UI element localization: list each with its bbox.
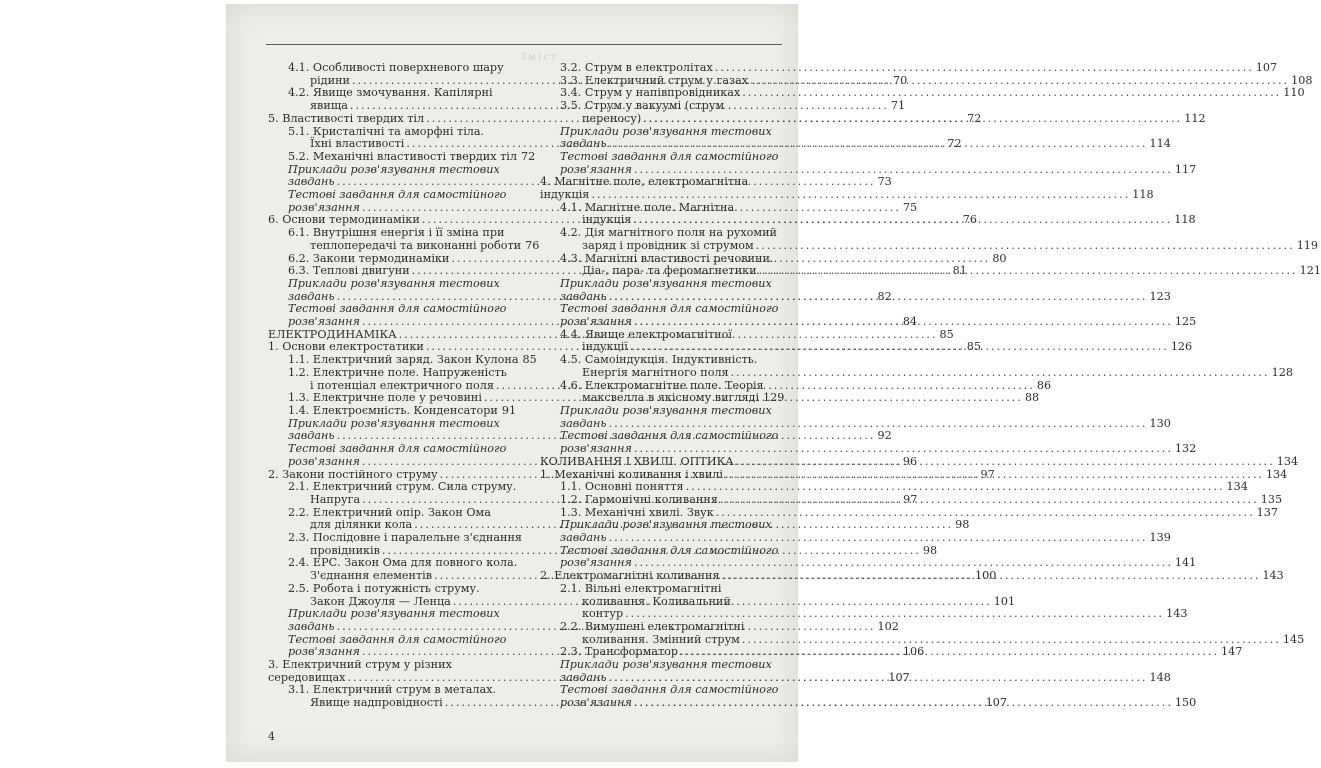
toc-page-number: 72 (967, 111, 982, 125)
toc-page-number: 101 (993, 594, 1016, 608)
toc-entry-text: максвелла в якісному вигляді (582, 391, 760, 405)
toc-entry-text: розв'язання (560, 315, 632, 329)
toc-entry (538, 403, 1171, 430)
toc-entry-text: Приклади розв'язування тестових (288, 607, 500, 621)
toc-entry-text: коливання. Коливальний (582, 594, 731, 608)
toc-page-number: 134 (1265, 467, 1288, 481)
toc-page-number: 82 (877, 289, 892, 303)
toc-entry-text: завдань (560, 416, 607, 430)
toc-page-number: 118 (1174, 213, 1196, 227)
toc-entry (266, 302, 918, 329)
dot-leader (716, 507, 1255, 520)
toc-entry-text: Приклади розв'язування тестових (288, 162, 500, 176)
toc-page-number: 70 (892, 73, 908, 87)
toc-entry-text: і потенціал електричного поля (310, 378, 494, 392)
toc-page-number: 117 (1174, 162, 1197, 176)
toc-page-number: 134 (1276, 454, 1299, 468)
toc-entry-text: Тестові завдання для самостійного (288, 302, 507, 316)
toc-page-number: 76 (962, 213, 977, 227)
toc-entry-text: 6.3. Теплові двигуни (288, 264, 410, 278)
toc-entry-text: 3.1. Електричний струм в металах. (288, 683, 497, 697)
toc-entry-text: 4.2. Дія магнітного поля на рухомий (560, 226, 777, 240)
toc-entry-text: Тестові завдання для самостійного (560, 543, 779, 557)
toc-page-number: 96 (902, 454, 918, 468)
toc-entry (538, 480, 1248, 494)
toc-page-number: 118 (1132, 188, 1154, 202)
toc-entry-text: 3.5. Струм у вакуумі (струм (560, 99, 725, 113)
toc-entry-text: 2. Закони постійного струму (268, 467, 438, 481)
toc-page-number: 84 (902, 315, 918, 329)
toc-entry-text: завдань (288, 289, 335, 303)
toc-page-number: 86 (1036, 378, 1052, 392)
dot-leader (715, 62, 1254, 75)
toc-entry-text: розв'язання (288, 454, 360, 468)
toc-entry-text: КОЛИВАННЯ І ХВИЛІ. ОПТИКА (540, 454, 734, 468)
toc-entry-text: 1.2. Гармонічні коливання (560, 492, 718, 506)
toc-entry-text: 1. Основи електростатики (268, 340, 424, 354)
toc-page-number: 130 (1149, 416, 1171, 430)
toc-entry-text: 4.4. Явище електромагнітної (560, 327, 732, 341)
toc-entry-text: завдань (560, 531, 607, 545)
toc-page-number: 106 (902, 645, 925, 659)
toc-entry-text: 6.1. Внутрішня енергія і її зміна при (288, 226, 505, 240)
toc-entry-text: розв'язання (288, 200, 360, 214)
toc-page-number: 107 (1255, 61, 1278, 74)
toc-entry-text: переносу) (582, 111, 642, 125)
toc-entry (538, 61, 1278, 75)
toc-entry-text: Тестові завдання для самостійного (288, 442, 507, 456)
toc-entry (266, 276, 892, 303)
toc-page-number: 110 (1283, 86, 1305, 100)
toc-page-number: 112 (1184, 111, 1206, 125)
toc-entry-text: 2.2. Електричний опір. Закон Ома (288, 505, 491, 519)
toc-page-number: 135 (1260, 492, 1283, 506)
toc-page-number: 141 (1174, 556, 1197, 570)
toc-entry-text: теплопередачі та виконанні роботи (310, 238, 522, 252)
toc-entry-text: завдань (288, 429, 335, 443)
toc-page-number: 147 (1221, 645, 1243, 659)
dot-leader (759, 265, 1298, 278)
toc-entry (538, 380, 784, 405)
toc-entry-text: 6. Основи термодинаміки (268, 213, 420, 227)
dot-leader (736, 456, 1275, 469)
toc-page-number: 76 (525, 238, 540, 252)
toc-entry-text: контур (582, 607, 624, 621)
page-number: 4 (268, 730, 275, 743)
toc-page-number: 143 (1166, 607, 1188, 621)
toc-entry-text: Їхні властивості (310, 137, 405, 151)
toc-entry-text: 4. Магнітне поле, електромагнітна (540, 175, 749, 189)
toc-entry (266, 353, 537, 367)
toc-entry-text: 4.1. Магнітне поле. Магнітна (560, 200, 735, 214)
toc-entry-text: завдань (560, 670, 607, 684)
toc-page-number: 81 (952, 264, 967, 278)
toc-entry-text: 3. Електричний струм у різних (268, 658, 452, 672)
toc-entry-text: 1.1. Електричний заряд. Закон Кулона (288, 353, 519, 367)
toc-page-number: 88 (1024, 391, 1040, 405)
toc-entry-text: 2. Електромагнітні коливання (540, 569, 720, 583)
toc-entry-text: 2.2. Вимушені електромагнітні (560, 619, 745, 633)
toc-page-number: 107 (985, 696, 1008, 710)
toc-page-number: 91 (501, 403, 517, 417)
toc-page-number: 100 (975, 569, 997, 583)
toc-entry-text: явища (310, 99, 348, 113)
bleed-through-text: Зміст (520, 52, 559, 63)
toc-entry-text: заряд і провідник зі струмом (582, 238, 754, 252)
toc-entry-text: завдань (560, 137, 607, 151)
toc-entry-text: 1.3. Механічні хвилі. Звук (560, 505, 714, 519)
toc-entry-text: 3.4. Струм у напівпровідниках (560, 86, 741, 100)
toc-page-number: 75 (902, 200, 918, 214)
toc-page-number: 98 (922, 543, 938, 557)
toc-entry-text: Тестові завдання для самостійного (560, 302, 779, 316)
toc-entry-text: 6.2. Закони термодинаміки (288, 251, 450, 265)
toc-entry-text: З'єднання елементів (310, 569, 433, 583)
dot-leader (686, 481, 1225, 494)
dot-leader (609, 532, 1148, 545)
toc-entry-text: 4.3. Магнітні властивості речовини. (560, 251, 774, 265)
toc-entry-text: 3.3. Електричний струм у газах (560, 73, 749, 87)
toc-entry-text: Енергія магнітного поля (582, 365, 729, 379)
toc-entry-text: ЕЛЕКТРОДИНАМІКА (268, 327, 397, 341)
dot-leader (720, 494, 1259, 507)
toc-entry (266, 405, 516, 418)
dot-leader (756, 240, 1295, 253)
toc-entry-text: розв'язання (560, 556, 632, 570)
toc-page-number: 85 (522, 353, 537, 367)
toc-entry-text: Приклади розв'язування тестових (288, 276, 500, 290)
dot-leader (634, 443, 1173, 456)
toc-page-number: 107 (888, 670, 910, 684)
toc-page-number: 121 (1299, 264, 1321, 278)
toc-page-number: 145 (1282, 632, 1305, 646)
toc-page-number: 108 (1291, 73, 1313, 87)
toc-entry-text: Тестові завдання для самостійного (560, 149, 779, 163)
toc-entry-text: 3.2. Струм в електролітах (560, 61, 713, 74)
toc-page-number: 137 (1256, 505, 1278, 519)
toc-entry-text: 2.1. Вільні електромагнітні (560, 581, 722, 595)
toc-page-number: 97 (903, 492, 918, 506)
dot-leader (634, 697, 1173, 710)
toc-page-number: 71 (890, 99, 906, 113)
toc-page-number: 129 (763, 391, 785, 405)
toc-entry (538, 149, 1197, 176)
toc-entry-text: рідини (310, 73, 350, 87)
toc-page-number: 123 (1149, 289, 1171, 303)
toc-entry-text: 1.1. Основні поняття (560, 480, 684, 494)
dot-leader (591, 189, 1130, 202)
dot-leader (721, 570, 1260, 583)
toc-entry-text: Закон Джоуля — Ленца (310, 594, 451, 608)
toc-entry-text: 5. Властивості твердих тіл (268, 111, 425, 125)
toc-entry-text: 4.2. Явище змочування. Капілярні (288, 86, 493, 100)
toc-page-number: 139 (1149, 531, 1171, 545)
toc-page-number: 132 (1174, 442, 1197, 456)
toc-entry-text: 2.4. ЕРС. Закон Ома для повного кола. (288, 556, 518, 570)
toc-page-number: 73 (877, 175, 892, 189)
toc-entry-text: Приклади розв'язування тестових (560, 658, 772, 672)
toc-page-number: 134 (1226, 480, 1248, 494)
toc-page-number: 102 (877, 619, 899, 633)
toc-entry (266, 149, 536, 164)
toc-entry-text: Приклади розв'язування тестових (288, 416, 500, 430)
toc-page-number: 85 (966, 340, 982, 354)
toc-page-number: 98 (955, 518, 970, 532)
toc-entry-text: Тестові завдання для самостійного (560, 683, 779, 697)
toc-page-number: 80 (992, 251, 1007, 265)
dot-leader (634, 316, 1173, 329)
toc-entry-text: 2.5. Робота і потужність струму. (288, 581, 480, 595)
toc-page-number: 125 (1174, 315, 1197, 329)
toc-page-number: 143 (1262, 569, 1284, 583)
toc-entry-text: індукції (582, 340, 628, 354)
toc-entry-text: Явище надпровідності (310, 696, 443, 710)
toc-page-number: 148 (1149, 670, 1171, 684)
toc-entry-text: середовищах (268, 670, 346, 684)
header-rule (266, 44, 782, 45)
toc-entry-text: Приклади розв'язування тестових (560, 276, 772, 290)
toc-entry-text: Тестові завдання для самостійного (560, 429, 779, 443)
toc-entry-text: 5.2. Механічні властивості твердих тіл (288, 149, 517, 163)
toc-entry-text: індукція (582, 213, 632, 227)
toc-entry (266, 226, 540, 252)
toc-entry-text: розв'язання (288, 315, 360, 329)
toc-page-number: 128 (1271, 365, 1293, 379)
toc-entry-text: для ділянки кола (310, 518, 413, 532)
toc-entry-text: Приклади розв'язування тестових (560, 124, 772, 138)
toc-entry-text: розв'язання (560, 442, 632, 456)
toc-entry-text: 2.3. Послідовне і паралельне з'єднання (288, 531, 522, 545)
toc-entry-text: розв'язання (560, 162, 632, 176)
toc-entry-text: Приклади розв'язування тестових (560, 403, 772, 417)
toc-page-number: 150 (1174, 696, 1197, 710)
toc-entry-text: 4.1. Особливості поверхневого шару (288, 61, 504, 74)
toc-entry-text: 2.3. Трансформатор (560, 645, 679, 659)
toc-entry-text: 1.3. Електричне поле у речовині (288, 391, 482, 405)
toc-entry (538, 353, 1293, 379)
toc-entry-text: розв'язання (560, 696, 632, 710)
toc-entry-text: Діа-, пара- та феромагнетики (582, 264, 757, 278)
toc-entry-text: 1.2. Електричне поле. Напруженість (288, 365, 507, 379)
toc-entry-text: Приклади розв'язування тестових (560, 518, 772, 532)
toc-page-number: 97 (980, 467, 995, 481)
toc-entry-text: 4.6. Електромагнітне поле. Теорія (560, 378, 764, 392)
toc-entry-text: індукція (540, 188, 590, 202)
toc-entry-text: Тестові завдання для самостійного (288, 632, 507, 646)
dot-leader (643, 113, 1182, 126)
toc-entry-text: 2.1. Електричний струм. Сила струму. (288, 480, 517, 494)
toc-page-number: 72 (947, 137, 962, 151)
toc-entry-text: провідників (310, 543, 380, 557)
toc-entry-text: 5.1. Кристалічні та аморфні тіла. (288, 124, 485, 138)
toc-entry-text: Тестові завдання для самостійного (288, 188, 507, 202)
toc-entry-text: завдань (288, 175, 335, 189)
toc-page-number: 114 (1149, 137, 1171, 151)
dot-leader (742, 87, 1281, 100)
toc-entry-text: 4.5. Самоіндукція. Індуктивність. (560, 353, 758, 367)
toc-page-number: 92 (877, 429, 892, 443)
dot-leader (731, 367, 1270, 380)
toc-page-number: 72 (520, 149, 536, 163)
toc-entry-text: коливання. Змінний струм (582, 632, 740, 646)
toc-entry-text: розв'язання (288, 645, 360, 659)
toc-page-number: 119 (1296, 238, 1319, 252)
toc-entry-text: 1. Механічні коливання і хвилі (540, 467, 723, 481)
toc-page-number: 85 (939, 327, 954, 341)
toc-entry-text: Напруга (310, 492, 361, 506)
toc-page-number: 126 (1170, 340, 1193, 354)
toc-entry (538, 226, 1319, 252)
toc-entry-text: завдань (288, 619, 335, 633)
toc-entry-text: завдань (560, 289, 607, 303)
toc-entry-text: 1.4. Електроємність. Конденсатори (288, 403, 498, 417)
